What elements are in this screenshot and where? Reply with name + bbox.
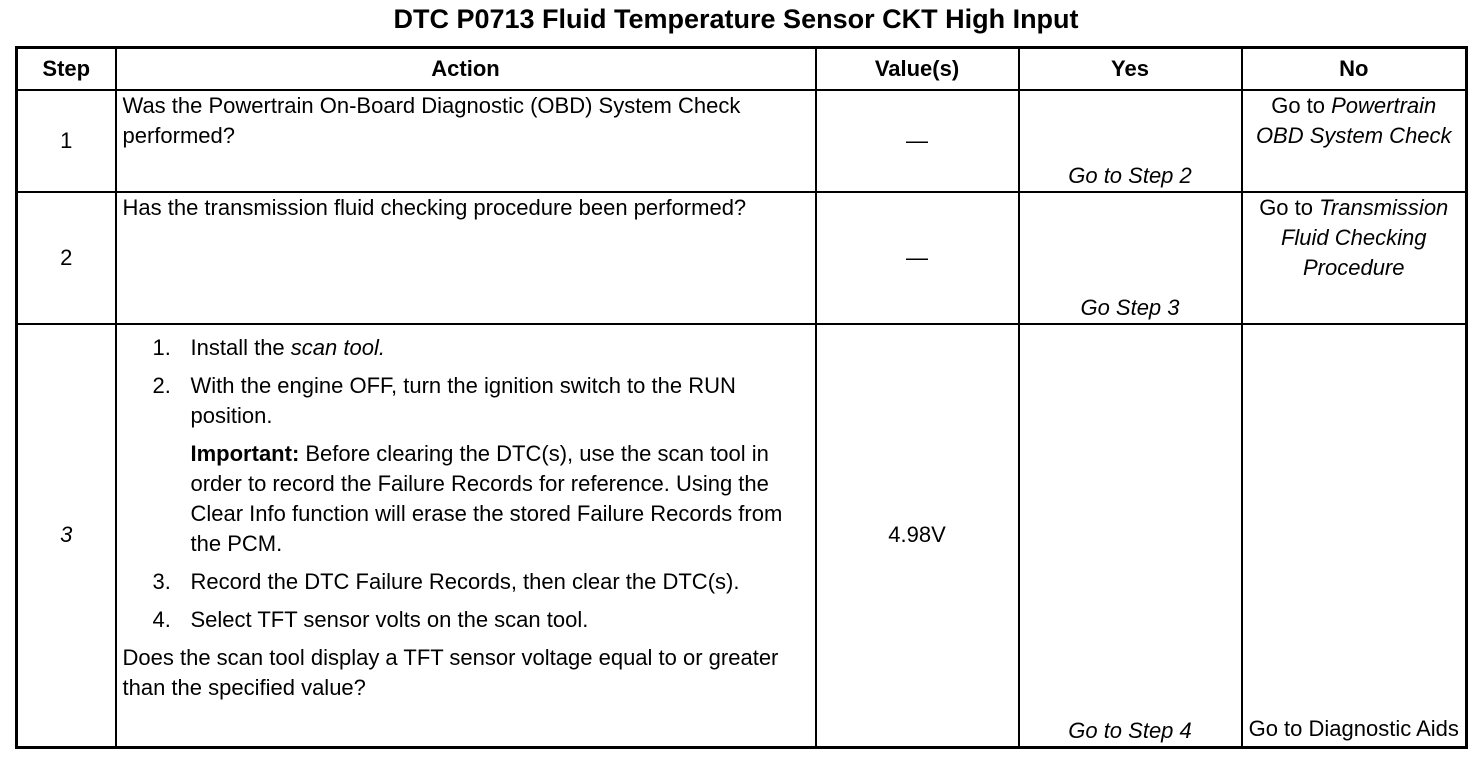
step-number: 3 — [17, 324, 116, 748]
important-label: Important: — [190, 440, 300, 466]
action-text — [116, 324, 816, 748]
header-step: Step — [17, 48, 116, 90]
no-reference: Powertrain OBD System Check — [1255, 92, 1452, 148]
table-row — [17, 324, 1467, 748]
step-number: 2 — [17, 192, 116, 324]
yes-cell: Go to Step 4 — [1019, 324, 1242, 748]
no-prefix: Go to — [1259, 194, 1320, 220]
table-row — [17, 90, 1467, 192]
scan-tool-reference: scan tool. — [290, 334, 385, 360]
list-item-text: Select TFT sensor volts on the scan tool. — [190, 606, 589, 632]
no-reference: Transmission Fluid Checking Procedure — [1280, 194, 1449, 280]
list-item — [123, 333, 809, 363]
page-title: DTC P0713 Fluid Temperature Sensor CKT High Input — [393, 4, 1079, 34]
table-row — [17, 192, 1467, 324]
value-cell: 4.98V — [816, 324, 1019, 748]
no-prefix: Go to — [1271, 92, 1332, 118]
list-item-number: 2. — [152, 372, 171, 398]
step-number: 1 — [17, 90, 116, 192]
list-item — [123, 605, 809, 635]
action-text: Has the transmission fluid checking procedure been performed? — [116, 192, 816, 324]
value-cell: — — [816, 192, 1019, 324]
action-text: Was the Powertrain On-Board Diagnostic (OBD) System Check performed? — [116, 90, 816, 192]
list-item-number: 4. — [152, 606, 171, 632]
important-note — [123, 439, 809, 559]
action-steps-list — [123, 567, 809, 635]
table-header-row — [17, 48, 1467, 90]
no-cell — [1242, 192, 1467, 324]
diagnostic-table — [15, 46, 1468, 749]
value-cell: — — [816, 90, 1019, 192]
header-yes: Yes — [1019, 48, 1242, 90]
important-text: Before clearing the DTC(s), use the scan tool in order to record the Failure Records for reference. Using the Clear Info function will erase the stored Failure Records from the PCM. — [190, 440, 783, 556]
header-action: Action — [116, 48, 816, 90]
action-steps-list — [123, 333, 809, 431]
yes-cell: Go Step 3 — [1019, 192, 1242, 324]
list-item — [123, 567, 809, 597]
list-item-text: Install the — [190, 334, 291, 360]
action-question: Does the scan tool display a TFT sensor voltage equal to or greater than the specified value? — [122, 644, 779, 700]
header-values: Value(s) — [816, 48, 1019, 90]
no-cell: Go to Diagnostic Aids — [1242, 324, 1467, 748]
list-item-text: Record the DTC Failure Records, then clear the DTC(s). — [190, 568, 740, 594]
no-cell — [1242, 90, 1467, 192]
list-item — [123, 371, 809, 431]
list-item-number: 1. — [152, 334, 171, 360]
list-item-text: With the engine OFF, turn the ignition switch to the RUN position. — [190, 372, 736, 428]
list-item-number: 3. — [152, 568, 171, 594]
header-no: No — [1242, 48, 1467, 90]
yes-cell: Go to Step 2 — [1019, 90, 1242, 192]
